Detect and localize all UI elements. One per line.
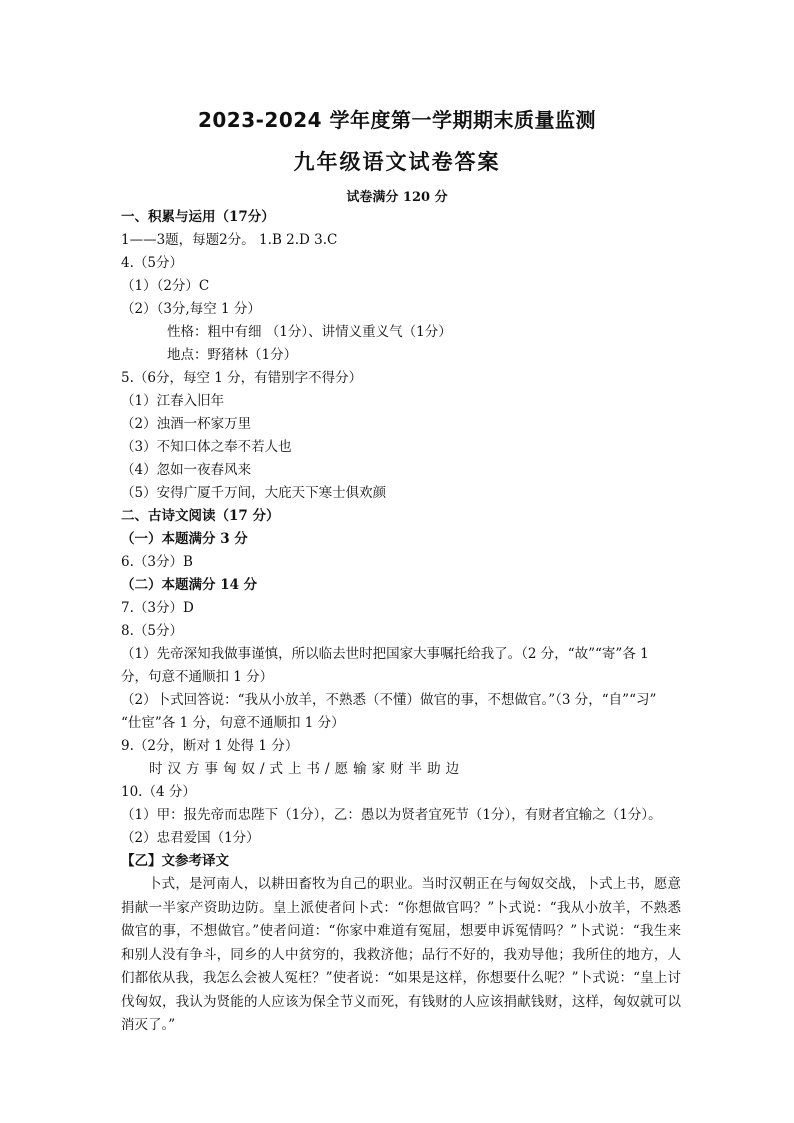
answer-line: （2）浊酒一杯家万里 <box>121 416 252 432</box>
answer-line: （3）不知口体之奉不若人也 <box>121 439 292 455</box>
answer-line: （1）甲：报先帝而忠陛下（1分），乙：愚以为贤者宜死节（1分），有财者宜输之（1分）。 <box>121 807 662 823</box>
translation-heading: 【乙】文参考译文 <box>121 853 229 869</box>
page-subtitle: 九年级语文试卷答案 <box>293 150 501 174</box>
answer-line: （5）安得广厦千万间，大庇天下寒士俱欢颜 <box>121 485 387 501</box>
page-title: 2023-2024 学年度第一学期期末质量监测 <box>197 108 597 132</box>
section-heading: 一、积累与运用（17分） <box>121 209 275 225</box>
question-number: 8.（5分） <box>121 623 183 639</box>
subsection-heading: （二）本题满分 14 分 <box>121 577 258 593</box>
subsection-heading: （一）本题满分 3 分 <box>121 531 248 547</box>
answer-line: （1）先帝深知我做事谨慎，所以临去世时把国家大事嘱托给我了。（2 分，“故”“寄”各 1 <box>121 646 649 662</box>
answer-line: （1）江春入旧年 <box>121 393 225 409</box>
translation-paragraph: 卜式，是河南人，以耕田畜牧为自己的职业。当时汉朝正在与匈奴交战，卜式上书，愿意捐献一半家产资助边防。皇上派使者问卜式：“你想做官吗？”卜式说：“我从小放羊，不熟悉做官的事，不想做官。”使者问道：“你家中难道有冤屈，想要申诉冤情吗？”卜式说：“我生来和别人没有争斗，同乡的人中贫穷的，我救济他；品行不好的，我劝导他；我所住的地方，人们都依从我，我怎么会被人冤枉？”使者说：“如果是这样，你想要什么呢？”卜式说：“皇上讨伐匈奴，我认为贤能的人应该为保全节义而死，有钱财的人应该捐献钱财，这样，匈奴就可以消灭了。” <box>121 876 681 1033</box>
question-number: 10.（4 分） <box>121 784 196 800</box>
answer-line: 7.（3分）D <box>121 600 194 616</box>
answer-content <box>121 206 681 1038</box>
question-number: 9.（2分，断对 1 处得 1 分） <box>121 738 299 754</box>
full-score-note: 试卷满分 120 分 <box>346 190 448 205</box>
sentence-break-answer: 时汉方事匈奴/式上书/愿输家财半助边 <box>149 761 465 777</box>
answer-line: （2）（3分,每空 1 分） <box>121 301 261 317</box>
answer-line: 1——3题，每题2分。 1.B 2.D 3.C <box>121 232 338 248</box>
answer-line: （2）卜式回答说：“我从小放羊，不熟悉（不懂）做官的事，不想做官。”（3 分，“自”“习” <box>121 692 657 708</box>
answer-line: 分，句意不通顺扣 1 分） <box>121 669 274 685</box>
answer-line: （2）忠君爱国（1分） <box>121 830 260 846</box>
answer-line: 性格：粗中有细 （1分）、讲情义重义气（1分） <box>167 324 452 340</box>
question-number: 4.（5分） <box>121 255 183 271</box>
answer-line: 地点：野猪林（1分） <box>167 347 298 363</box>
question-number: 5.（6分，每空 1 分，有错别字不得分） <box>121 370 363 386</box>
answer-line: （1）（2分）C <box>121 278 210 294</box>
answer-line: 6.（3分）B <box>121 554 193 570</box>
answer-line: “仕宦”各 1 分，句意不通顺扣 1 分） <box>121 715 345 731</box>
answer-line: （4）忽如一夜春风来 <box>121 462 252 478</box>
section-heading: 二、古诗文阅读（17 分） <box>121 508 280 524</box>
